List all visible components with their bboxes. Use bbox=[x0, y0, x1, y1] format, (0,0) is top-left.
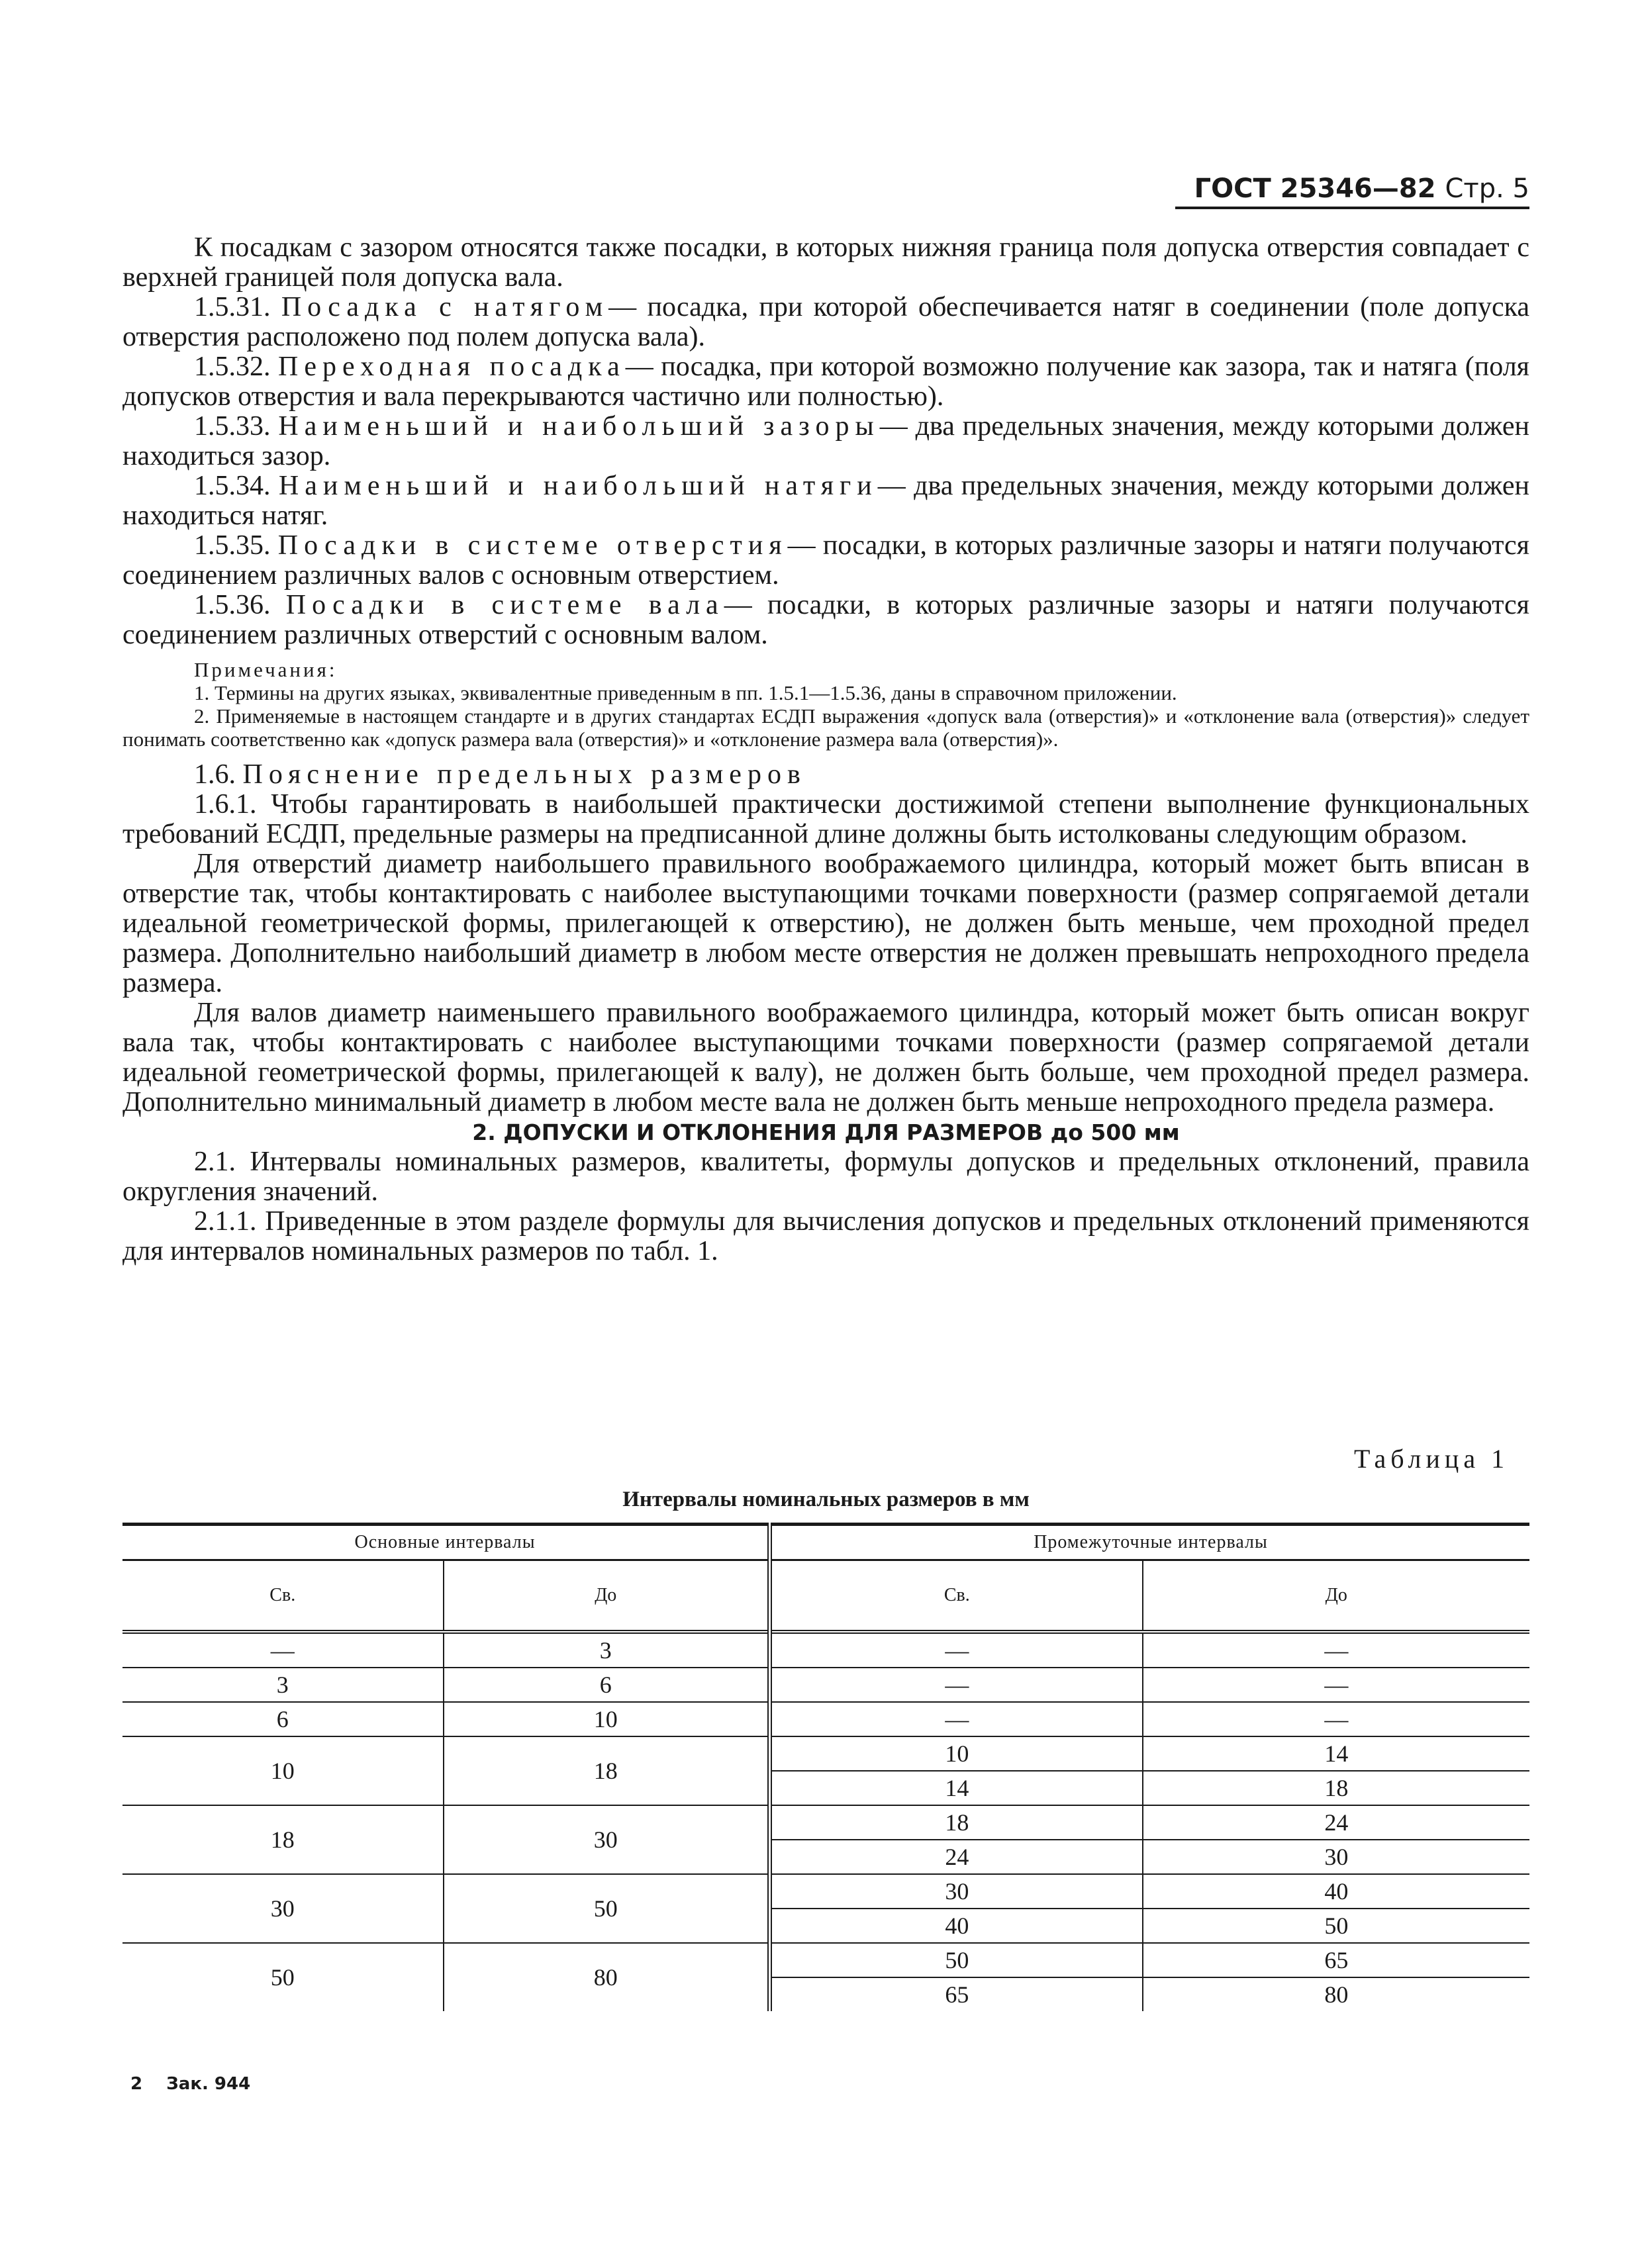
intermediate-to-cell: 40 bbox=[1143, 1874, 1529, 1909]
column-header: До bbox=[1143, 1560, 1529, 1632]
clause-1-5-33 bbox=[122, 412, 1529, 471]
clause-1-6-1: 1.6.1. Чтобы гарантировать в наибольшей практически достижимой степени выполнение функциональных требований ЕСДП, предельные размеры на предписанной длине должны быть истолкованы следующим образом. bbox=[122, 789, 1529, 849]
paragraph: К посадкам с зазором относятся также посадки, в которых нижняя граница поля допуска отверстия совпадает с верхней границей поля допуска вала. bbox=[122, 232, 1529, 293]
table-body bbox=[122, 1632, 1529, 2011]
paragraph: Для валов диаметр наименьшего правильного воображаемого цилиндра, который может быть описан вокруг вала так, чтобы контактировать с наиболее выступающими точками поверхности (размер сопрягаемой детали идеальной геометрической формы, прилегающей к валу), не должен быть больше, чем проходной предел размера. Дополнительно минимальный диаметр в любом месте вала не должен быть меньше непроходного предела размера. bbox=[122, 998, 1529, 1117]
main-to-cell: 18 bbox=[444, 1736, 770, 1805]
main-to-cell: 80 bbox=[444, 1943, 770, 2011]
table-label: Таблица 1 bbox=[1354, 1444, 1510, 1474]
main-from-cell: 50 bbox=[122, 1943, 444, 2011]
notes-heading: Примечания: bbox=[194, 658, 338, 681]
clause-1-5-32 bbox=[122, 352, 1529, 412]
definition: — посадка, при которой обеспечивается натяг в соединении (поле допуска отверстия расположено под полем допуска вала). bbox=[122, 292, 1529, 352]
definition: — посадки, в которых различные зазоры и натяги получаются соединением различных отверстий с основным валом. bbox=[122, 590, 1529, 650]
term: Наименьший и наибольший зазоры bbox=[278, 411, 880, 442]
main-to-cell: 30 bbox=[444, 1805, 770, 1874]
intermediate-from-cell: 65 bbox=[770, 1977, 1143, 2011]
clause-number: 1.5.33. bbox=[194, 411, 271, 442]
main-from-cell: 3 bbox=[122, 1668, 444, 1702]
intermediate-from-cell: 10 bbox=[770, 1736, 1143, 1771]
main-intervals-header: Основные интервалы bbox=[122, 1525, 770, 1560]
intermediate-from-cell: 50 bbox=[770, 1943, 1143, 1977]
intermediate-to-cell: 14 bbox=[1143, 1736, 1529, 1771]
table-row bbox=[122, 1632, 1529, 1668]
intermediate-from-cell: — bbox=[770, 1668, 1143, 1702]
term: Наименьший и наибольший натяги bbox=[278, 471, 878, 501]
main-to-cell: 10 bbox=[444, 1702, 770, 1736]
main-from-cell: 10 bbox=[122, 1736, 444, 1805]
clause-1-5-31 bbox=[122, 293, 1529, 352]
intermediate-from-cell: 30 bbox=[770, 1874, 1143, 1909]
page-number: Стр. 5 bbox=[1445, 173, 1529, 204]
clause-1-5-36 bbox=[122, 591, 1529, 650]
term: Посадки в системе отверстия bbox=[277, 530, 788, 561]
main-from-cell: 6 bbox=[122, 1702, 444, 1736]
table-caption: Интервалы номинальных размеров в мм bbox=[622, 1488, 1030, 1511]
section-number: 1.6. bbox=[194, 759, 236, 790]
section-1-6-heading bbox=[122, 760, 1529, 790]
main-from-cell: 30 bbox=[122, 1874, 444, 1943]
size-intervals-table bbox=[122, 1523, 1529, 2011]
clause-number: 1.5.36. bbox=[194, 590, 271, 620]
document-body bbox=[122, 233, 1529, 1266]
note-1: 1. Термины на других языках, эквивалентные приведенным в пп. 1.5.1—1.5.36, даны в справочном приложении. bbox=[194, 681, 1177, 704]
clause-2-1: 2.1. Интервалы номинальных размеров, квалитеты, формулы допусков и предельных отклонений, правила округления значений. bbox=[122, 1147, 1529, 1207]
term: Переходная посадка bbox=[278, 352, 626, 382]
intermediate-to-cell: 30 bbox=[1143, 1840, 1529, 1874]
term: Посадка с натягом bbox=[281, 292, 609, 322]
section-2-title: 2. ДОПУСКИ И ОТКЛОНЕНИЯ ДЛЯ РАЗМЕРОВ до 500 мм bbox=[472, 1119, 1180, 1145]
table-row bbox=[122, 1702, 1529, 1736]
definition: — два предельных значения, между которыми должен находиться зазор. bbox=[122, 411, 1529, 471]
intermediate-to-cell: 80 bbox=[1324, 1981, 1349, 2008]
intermediate-from-cell: 14 bbox=[770, 1771, 1143, 1805]
note-2: 2. Применяемые в настоящем стандарте и в других стандартах ЕСДП выражения «допуск вала (отверстия)» и «отклонение вала (отверстия)» следует понимать соответственно как «допуск размера вала (отверстия)» и «отклонение размера вала (отверстия)». bbox=[122, 704, 1529, 751]
clause-1-5-34 bbox=[122, 471, 1529, 531]
clause-number: 1.5.35. bbox=[194, 530, 271, 561]
table-row bbox=[122, 1874, 1529, 1909]
main-from-cell: — bbox=[122, 1632, 444, 1668]
notes-block bbox=[122, 658, 1529, 751]
definition: — два предельных значения, между которыми должен находиться натяг. bbox=[122, 471, 1529, 531]
column-header: До bbox=[444, 1560, 770, 1632]
intermediate-to-cell: — bbox=[1143, 1668, 1529, 1702]
section-title: Пояснение предельных размеров bbox=[242, 759, 806, 790]
clause-number: 1.5.32. bbox=[194, 352, 271, 382]
clause-number: 1.5.34. bbox=[194, 471, 271, 501]
definition: — посадка, при которой возможно получение как зазора, так и натяга (поля допусков отверстия и вала перекрываются частично или полностью). bbox=[122, 352, 1529, 412]
intermediate-from-cell: 18 bbox=[770, 1805, 1143, 1840]
intermediate-from-cell: 24 bbox=[770, 1840, 1143, 1874]
table-row bbox=[122, 1668, 1529, 1702]
intermediate-to-cell: 18 bbox=[1143, 1771, 1529, 1805]
intermediate-to-cell: 65 bbox=[1143, 1943, 1529, 1977]
table-row bbox=[122, 1736, 1529, 1771]
intermediate-to-cell: — bbox=[1143, 1632, 1529, 1668]
clause-2-1-1: 2.1.1. Приведенные в этом разделе формулы для вычисления допусков и предельных отклонений применяются для интервалов номинальных размеров по табл. 1. bbox=[122, 1206, 1529, 1266]
clause-number: 1.5.31. bbox=[194, 292, 271, 322]
print-order-footer: 2 Зак. 944 bbox=[130, 2074, 251, 2094]
intermediate-intervals-header: Промежуточные интервалы bbox=[770, 1525, 1530, 1560]
column-header: Св. bbox=[122, 1560, 444, 1632]
table-row bbox=[122, 1943, 1529, 1977]
paragraph: Для отверстий диаметр наибольшего правильного воображаемого цилиндра, который может быть вписан в отверстие так, чтобы контактировать с наиболее выступающими точками поверхности (размер сопрягаемой детали идеальной геометрической формы, прилегающей к отверстию), не должен быть меньше, чем проходной предел размера. Дополнительно наибольший диаметр в любом месте отверстия не должен превышать непроходного предела размера. bbox=[122, 849, 1529, 998]
page-header bbox=[1175, 173, 1529, 209]
intermediate-from-cell: — bbox=[770, 1702, 1143, 1736]
intermediate-to-cell: 50 bbox=[1143, 1909, 1529, 1943]
definition: — посадки, в которых различные зазоры и натяги получаются соединением различных валов с основным отверстием. bbox=[122, 530, 1529, 591]
main-to-cell: 6 bbox=[444, 1668, 770, 1702]
main-to-cell: 3 bbox=[444, 1632, 770, 1668]
clause-1-5-35 bbox=[122, 531, 1529, 591]
term: Посадки в системе вала bbox=[285, 590, 724, 620]
table-row bbox=[122, 1805, 1529, 1840]
intermediate-from-cell: 40 bbox=[770, 1909, 1143, 1943]
standard-number: ГОСТ 25346—82 bbox=[1194, 173, 1436, 204]
intermediate-to-cell: — bbox=[1143, 1702, 1529, 1736]
intermediate-to-cell: 24 bbox=[1143, 1805, 1529, 1840]
column-header: Св. bbox=[770, 1560, 1143, 1632]
intermediate-from-cell: — bbox=[770, 1632, 1143, 1668]
main-to-cell: 50 bbox=[444, 1874, 770, 1943]
main-from-cell: 18 bbox=[122, 1805, 444, 1874]
